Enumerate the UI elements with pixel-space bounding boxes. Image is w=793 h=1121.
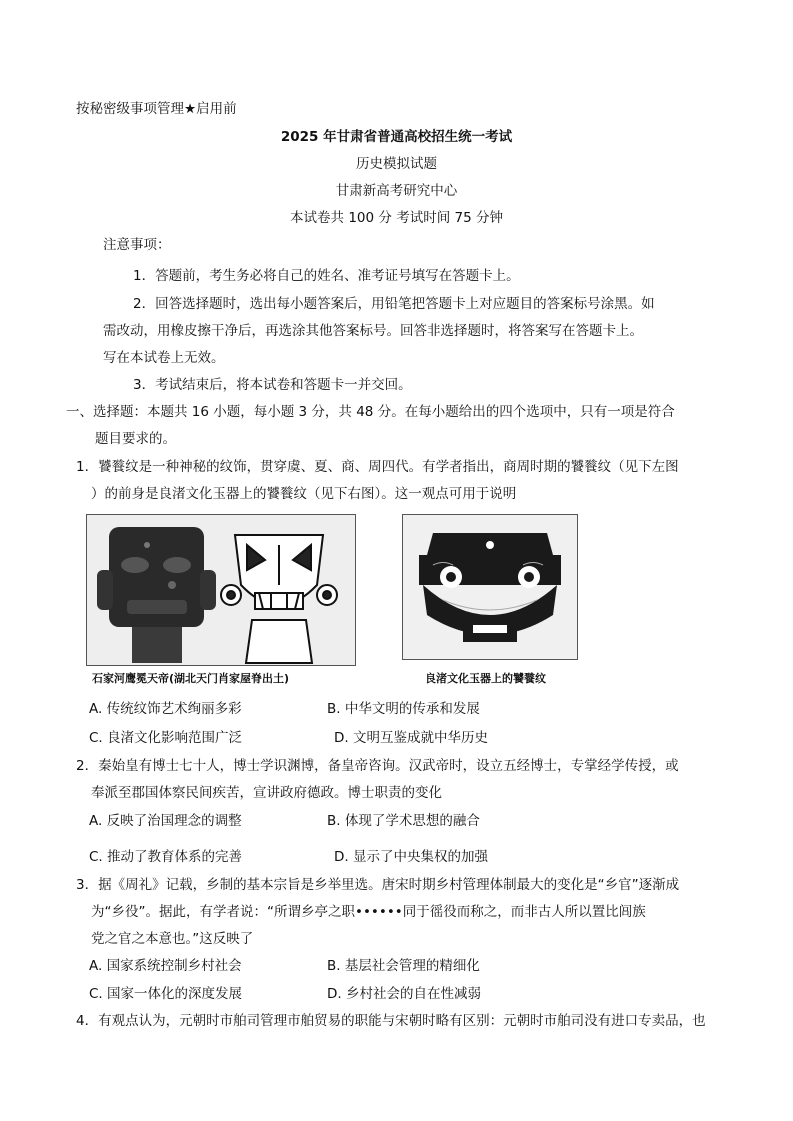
note-2-line-2: 需改动，用橡皮擦干净后，再选涂其他答案标号。回答非选择题时，将答案写在答题卡上。 (103, 323, 643, 339)
exam-meta: 本试卷共 100 分 考试时间 75 分钟 (290, 210, 503, 226)
q1-figure-left (86, 514, 356, 666)
q1-figure-right (402, 514, 578, 660)
confidential-label: 按秘密级事项管理★启用前 (76, 101, 237, 117)
q1-stem-line-2: ）的前身是良渚文化玉器上的饕餮纹（见下右图）。这一观点可用于说明 (91, 486, 517, 502)
q1-option-a[interactable]: A. 传统纹饰艺术绚丽多彩 (89, 701, 242, 717)
note-2-line-1: 2．回答选择题时，选出每小题答案后，用铅笔把答题卡上对应题目的答案标号涂黑。如 (133, 296, 655, 312)
taotie-pattern-illustration (403, 515, 577, 659)
subject-title: 历史模拟试题 (356, 156, 437, 172)
q3-option-c[interactable]: C. 国家一体化的深度发展 (89, 986, 243, 1002)
q3-stem-line-2: 为“乡役”。据此，有学者说：“所谓乡亭之职••••••同于徭役而称之，而非古人所以置比闾族 (91, 904, 646, 920)
note-2-line-3: 写在本试卷上无效。 (103, 350, 225, 366)
q3-stem-line-1: 3．据《周礼》记载，乡制的基本宗旨是乡举里选。唐宋时期乡村管理体制最大的变化是“乡官”逐渐成 (76, 877, 680, 893)
q2-option-d[interactable]: D. 显示了中央集权的加强 (334, 849, 488, 865)
q3-option-d[interactable]: D. 乡村社会的自在性减弱 (327, 986, 481, 1002)
q2-option-c[interactable]: C. 推动了教育体系的完善 (89, 849, 243, 865)
note-3: 3．考试结束后，将本试卷和答题卡一并交回。 (133, 377, 412, 393)
q1-option-d[interactable]: D. 文明互鉴成就中华历史 (334, 730, 488, 746)
section-1-heading: 一、选择题：本题共 16 小题，每小题 3 分，共 48 分。在每小题给出的四个选项中，只有一项是符合 (66, 404, 675, 420)
q1-caption-left: 石家河鹰冕天帝(湖北天门肖家屋脊出土) (92, 672, 290, 685)
q1-option-b[interactable]: B. 中华文明的传承和发展 (327, 701, 480, 717)
q1-caption-right: 良渚文化玉器上的饕餮纹 (425, 672, 546, 685)
organization: 甘肃新高考研究中心 (335, 183, 458, 199)
q1-option-c[interactable]: C. 良渚文化影响范围广泛 (89, 730, 243, 746)
q3-option-a[interactable]: A. 国家系统控制乡村社会 (89, 958, 242, 974)
q3-option-b[interactable]: B. 基层社会管理的精细化 (327, 958, 480, 974)
q2-option-a[interactable]: A. 反映了治国理念的调整 (89, 813, 242, 829)
q2-stem-line-1: 2．秦始皇有博士七十人，博士学识渊博，备皇帝咨询。汉武帝时，设立五经博士，专掌经学传授，或 (76, 758, 679, 774)
q4-stem-line-1: 4．有观点认为，元朝时市舶司管理市舶贸易的职能与宋朝时略有区别：元朝时市舶司没有进口专卖品，也 (76, 1013, 706, 1029)
exam-title: 2025 年甘肃省普通高校招生统一考试 (280, 129, 513, 145)
q1-stem-line-1: 1．饕餮纹是一种神秘的纹饰，贯穿虞、夏、商、周四代。有学者指出，商周时期的饕餮纹（见下左图 (76, 459, 679, 475)
section-1-heading-cont: 题目要求的。 (95, 431, 176, 447)
q2-option-b[interactable]: B. 体现了学术思想的融合 (327, 813, 480, 829)
notes-title: 注意事项： (103, 237, 171, 253)
q2-stem-line-2: 奉派至郡国体察民间疾苦，宣讲政府德政。博士职责的变化 (91, 785, 442, 801)
jade-mask-illustration (87, 515, 355, 665)
note-1: 1．答题前，考生务必将自己的姓名、准考证号填写在答题卡上。 (133, 268, 520, 284)
q3-stem-line-3: 党之官之本意也。”这反映了 (91, 931, 254, 947)
